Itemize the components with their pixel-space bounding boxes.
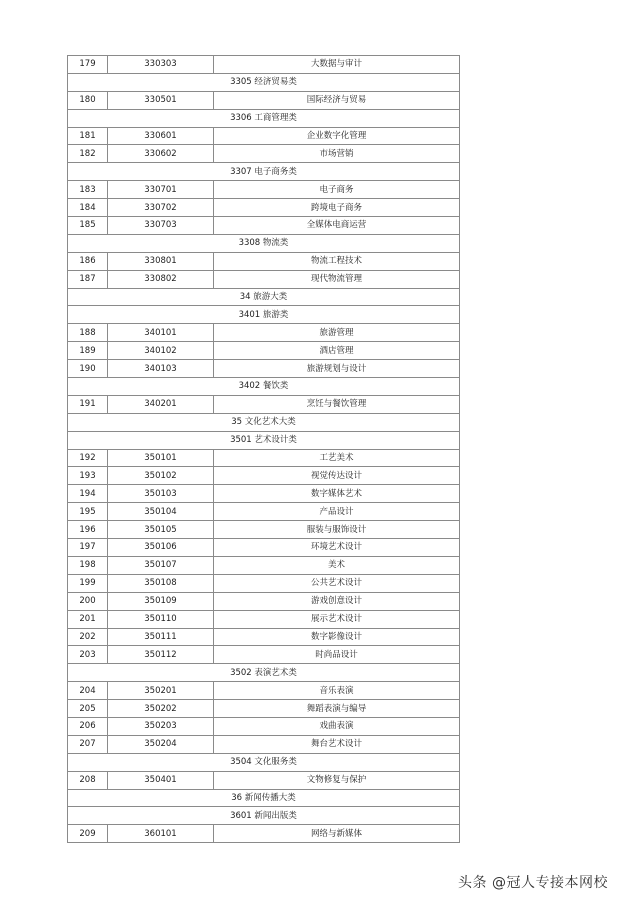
major-code: 330801: [108, 252, 214, 270]
major-code: 350204: [108, 735, 214, 753]
major-name: 舞台艺术设计: [214, 735, 460, 753]
category-row: [68, 288, 460, 306]
table-row: [68, 735, 460, 753]
category-label: 3402 餐饮类: [68, 378, 460, 396]
table-row: [68, 485, 460, 503]
table-row: [68, 717, 460, 735]
category-label: 3502 表演艺术类: [68, 664, 460, 682]
row-number: 180: [68, 91, 108, 109]
major-name: 国际经济与贸易: [214, 91, 460, 109]
major-name: 展示艺术设计: [214, 610, 460, 628]
row-number: 198: [68, 556, 108, 574]
table-row: [68, 145, 460, 163]
category-row: [68, 413, 460, 431]
major-name: 跨境电子商务: [214, 199, 460, 217]
major-name: 酒店管理: [214, 342, 460, 360]
table-row: [68, 556, 460, 574]
row-number: 193: [68, 467, 108, 485]
table-row: [68, 181, 460, 199]
row-number: 199: [68, 574, 108, 592]
table-row: [68, 646, 460, 664]
major-name: 大数据与审计: [214, 56, 460, 74]
major-name: 旅游管理: [214, 324, 460, 342]
category-row: [68, 163, 460, 181]
table-row: [68, 825, 460, 843]
row-number: 208: [68, 771, 108, 789]
table-row: [68, 610, 460, 628]
major-code: 350102: [108, 467, 214, 485]
major-code: 350203: [108, 717, 214, 735]
category-row: [68, 789, 460, 807]
row-number: 191: [68, 395, 108, 413]
major-code: 340201: [108, 395, 214, 413]
table-row: [68, 771, 460, 789]
row-number: 184: [68, 199, 108, 217]
major-name: 物流工程技术: [214, 252, 460, 270]
major-code: 350106: [108, 539, 214, 557]
category-row: [68, 109, 460, 127]
major-code: 360101: [108, 825, 214, 843]
major-code: 330703: [108, 217, 214, 235]
row-number: 205: [68, 700, 108, 718]
table-row: [68, 682, 460, 700]
category-row: [68, 378, 460, 396]
category-label: 35 文化艺术大类: [68, 413, 460, 431]
row-number: 202: [68, 628, 108, 646]
major-code: 330601: [108, 127, 214, 145]
table-row: [68, 342, 460, 360]
major-code: 350202: [108, 700, 214, 718]
major-name: 数字影像设计: [214, 628, 460, 646]
major-code: 340101: [108, 324, 214, 342]
row-number: 209: [68, 825, 108, 843]
major-name: 戏曲表演: [214, 717, 460, 735]
category-row: [68, 664, 460, 682]
table-row: [68, 360, 460, 378]
major-code: 330802: [108, 270, 214, 288]
category-row: [68, 431, 460, 449]
row-number: 194: [68, 485, 108, 503]
major-code: 350109: [108, 592, 214, 610]
major-name: 烹饪与餐饮管理: [214, 395, 460, 413]
major-name: 企业数字化管理: [214, 127, 460, 145]
row-number: 186: [68, 252, 108, 270]
row-number: 196: [68, 521, 108, 539]
major-name: 全媒体电商运营: [214, 217, 460, 235]
row-number: 201: [68, 610, 108, 628]
table-row: [68, 270, 460, 288]
table-row: [68, 503, 460, 521]
major-name: 网络与新媒体: [214, 825, 460, 843]
major-name: 文物修复与保护: [214, 771, 460, 789]
row-number: 206: [68, 717, 108, 735]
major-code: 330702: [108, 199, 214, 217]
major-code: 350108: [108, 574, 214, 592]
major-code: 350401: [108, 771, 214, 789]
row-number: 204: [68, 682, 108, 700]
major-name: 数字媒体艺术: [214, 485, 460, 503]
major-code: 350107: [108, 556, 214, 574]
table-row: [68, 324, 460, 342]
major-code: 350110: [108, 610, 214, 628]
category-row: [68, 234, 460, 252]
major-name: 现代物流管理: [214, 270, 460, 288]
table-row: [68, 199, 460, 217]
category-label: 3401 旅游类: [68, 306, 460, 324]
table-row: [68, 56, 460, 74]
major-code: 350111: [108, 628, 214, 646]
row-number: 187: [68, 270, 108, 288]
table-row: [68, 700, 460, 718]
category-label: 3305 经济贸易类: [68, 73, 460, 91]
major-name: 电子商务: [214, 181, 460, 199]
category-label: 3308 物流类: [68, 234, 460, 252]
row-number: 182: [68, 145, 108, 163]
category-label: 3501 艺术设计类: [68, 431, 460, 449]
category-label: 3307 电子商务类: [68, 163, 460, 181]
table-body: [68, 56, 460, 843]
row-number: 183: [68, 181, 108, 199]
major-code: 340102: [108, 342, 214, 360]
table-row: [68, 252, 460, 270]
row-number: 197: [68, 539, 108, 557]
category-row: [68, 306, 460, 324]
category-row: [68, 753, 460, 771]
major-code: 350112: [108, 646, 214, 664]
table-row: [68, 127, 460, 145]
major-name: 美术: [214, 556, 460, 574]
major-code: 350101: [108, 449, 214, 467]
major-code: 330501: [108, 91, 214, 109]
category-label: 3306 工商管理类: [68, 109, 460, 127]
table-row: [68, 521, 460, 539]
table-row: [68, 467, 460, 485]
major-code: 340103: [108, 360, 214, 378]
table-row: [68, 539, 460, 557]
major-name: 视觉传达设计: [214, 467, 460, 485]
major-name: 服装与服饰设计: [214, 521, 460, 539]
row-number: 181: [68, 127, 108, 145]
category-label: 3601 新闻出版类: [68, 807, 460, 825]
major-code: 330602: [108, 145, 214, 163]
major-catalog-table: [67, 55, 460, 843]
table-row: [68, 449, 460, 467]
row-number: 200: [68, 592, 108, 610]
major-name: 环境艺术设计: [214, 539, 460, 557]
major-name: 时尚品设计: [214, 646, 460, 664]
table-row: [68, 217, 460, 235]
major-name: 游戏创意设计: [214, 592, 460, 610]
table-row: [68, 628, 460, 646]
table-row: [68, 574, 460, 592]
table-row: [68, 91, 460, 109]
table-row: [68, 592, 460, 610]
major-name: 旅游规划与设计: [214, 360, 460, 378]
row-number: 190: [68, 360, 108, 378]
category-row: [68, 807, 460, 825]
major-name: 舞蹈表演与编导: [214, 700, 460, 718]
major-code: 350105: [108, 521, 214, 539]
major-name: 公共艺术设计: [214, 574, 460, 592]
major-name: 工艺美术: [214, 449, 460, 467]
major-code: 350104: [108, 503, 214, 521]
row-number: 188: [68, 324, 108, 342]
category-row: [68, 73, 460, 91]
row-number: 179: [68, 56, 108, 74]
category-label: 36 新闻传播大类: [68, 789, 460, 807]
major-code: 330701: [108, 181, 214, 199]
row-number: 207: [68, 735, 108, 753]
watermark: 头条 @冠人专接本网校: [458, 875, 608, 891]
major-code: 350103: [108, 485, 214, 503]
major-code: 330303: [108, 56, 214, 74]
row-number: 192: [68, 449, 108, 467]
category-label: 3504 文化服务类: [68, 753, 460, 771]
row-number: 203: [68, 646, 108, 664]
row-number: 189: [68, 342, 108, 360]
major-name: 音乐表演: [214, 682, 460, 700]
major-name: 市场营销: [214, 145, 460, 163]
row-number: 195: [68, 503, 108, 521]
major-name: 产品设计: [214, 503, 460, 521]
table-row: [68, 395, 460, 413]
category-label: 34 旅游大类: [68, 288, 460, 306]
row-number: 185: [68, 217, 108, 235]
major-code: 350201: [108, 682, 214, 700]
